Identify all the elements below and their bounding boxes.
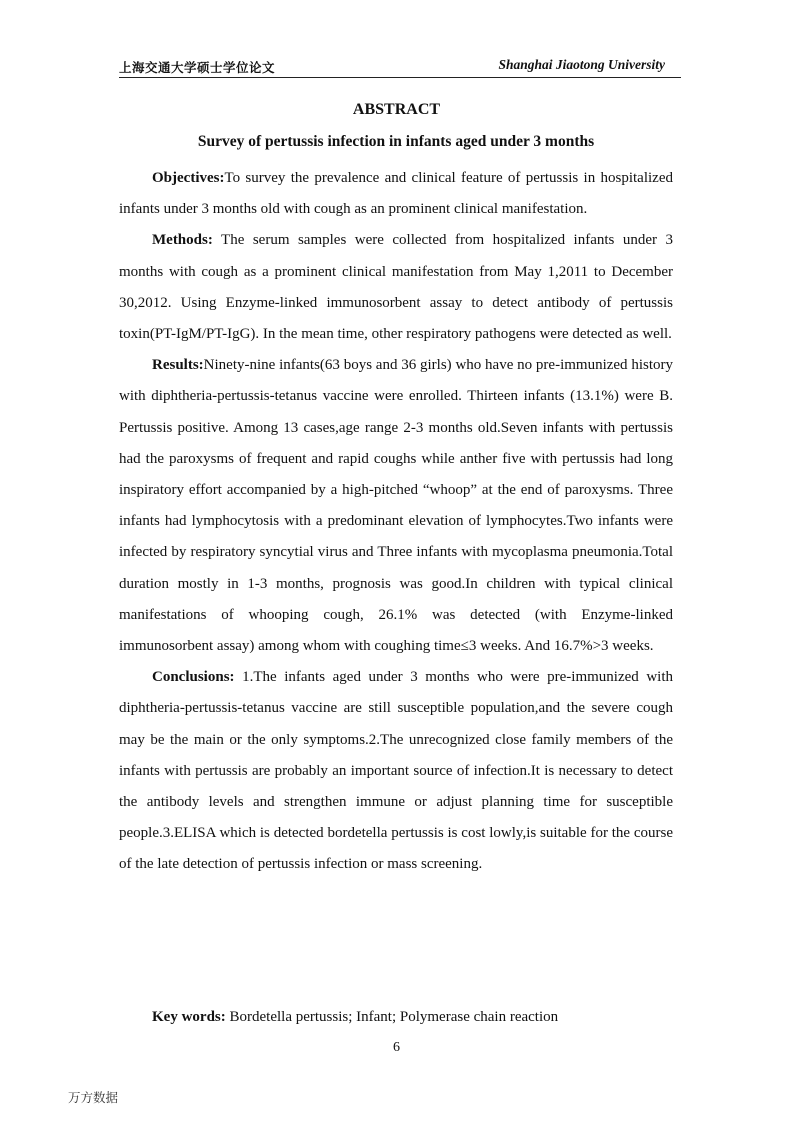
conclusions-text: 1.The infants aged under 3 months who were pre-immunized with diphtheria-pertussis-tetanus vaccine are still susceptible population,and the severe cough may be the main or the only symptoms.2.The unrecognized close family members of the infants with pertussis are probably an important source of infection.It is necessary to detect the antibody levels and strengthen immune or adjust planning time for susceptible people.3.ELISA which is detected bordetella pertussis is cost lowly,is suitable for the course of the late detection of pertussis infection or mass screening. [119, 669, 673, 873]
results-paragraph [119, 350, 673, 662]
objectives-paragraph [119, 163, 673, 225]
objectives-label: Objectives: [152, 170, 225, 186]
header-university-cn: 上海交通大学硕士学位论文 [119, 60, 276, 75]
keywords-label: Key words: [152, 1009, 226, 1025]
page-number: 6 [393, 1040, 400, 1055]
abstract-title: ABSTRACT [352, 101, 441, 118]
objectives-text: To survey the prevalence and clinical feature of pertussis in hospitalized infants under 3 months old with cough as an prominent clinical manifestation. [119, 170, 673, 218]
header-university-en: Shanghai Jiaotong University [498, 57, 665, 72]
page-header [119, 57, 681, 78]
conclusions-paragraph [119, 662, 673, 880]
conclusions-label: Conclusions: [152, 669, 235, 686]
results-label: Results: [152, 357, 204, 374]
abstract-body [119, 163, 673, 881]
methods-label: Methods: [152, 232, 213, 249]
methods-paragraph [119, 225, 673, 350]
paper-subtitle: Survey of pertussis infection in infants aged under 3 months [197, 133, 595, 150]
watermark-text: 万方数据 [68, 1090, 119, 1105]
keywords-text: Bordetella pertussis; Infant; Polymerase chain reaction [225, 1009, 559, 1025]
keywords-line [152, 1005, 558, 1029]
methods-text: The serum samples were collected from hospitalized infants under 3 months with cough as a prominent clinical manifestation from May 1,2011 to December 30,2012. Using Enzyme-linked immunosorbent assay to detect antibody of pertussis toxin(PT-IgM/PT-IgG). In the mean time, other respiratory pathogens were detected as well. [119, 232, 673, 343]
results-text: Ninety-nine infants(63 boys and 36 girls) who have no pre-immunized history with diphtheria-pertussis-tetanus vaccine were enrolled. Thirteen infants (13.1%) were B. Pertussis positive. Among 13 cases,age range 2-3 months old.Seven infants with pertussis had the paroxysms of frequent and rapid coughs while anther five with pertussis had long inspiratory effort accompanied by a high-pitched “whoop” at the end of paroxysms. Three infants had lymphocytosis with a predominant elevation of lymphocytes.Two infants were infected by respiratory syncytial virus and Three infants with mycoplasma pneumonia.Total duration mostly in 1-3 months, prognosis was good.In children with typical clinical manifestations of whooping cough, 26.1% was detected (with Enzyme-linked immunosorbent assay) among whom with coughing time≤3 weeks. And 16.7%>3 weeks. [119, 357, 673, 655]
